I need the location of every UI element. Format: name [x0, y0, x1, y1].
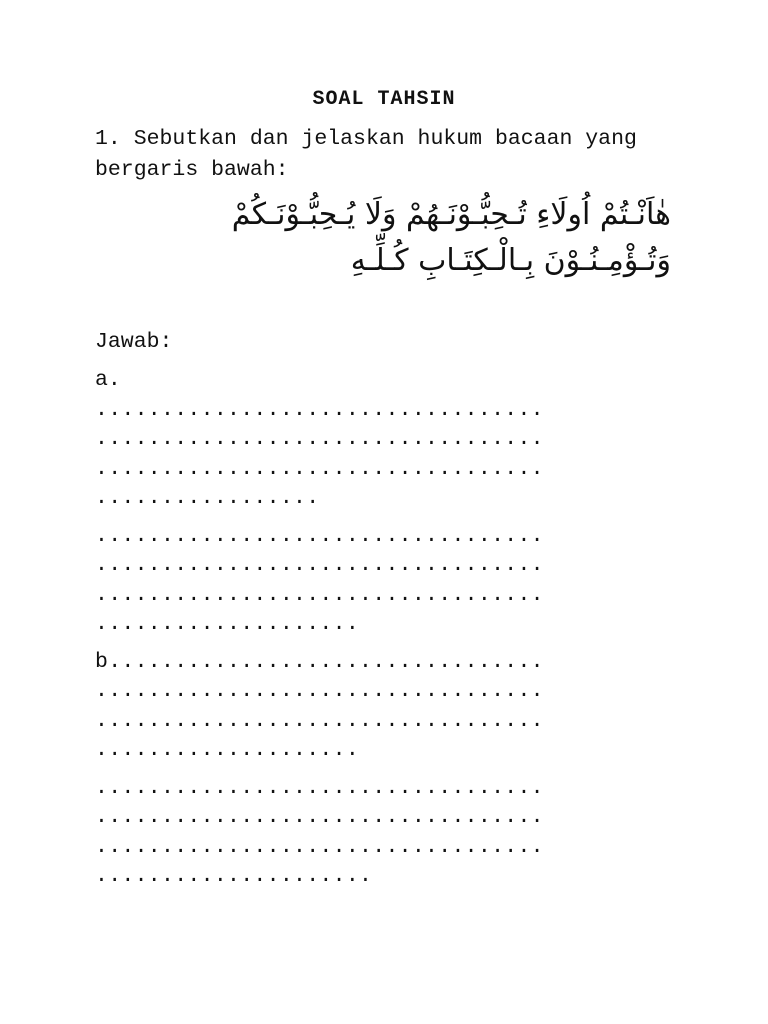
answer-a-line: .................................. [95, 397, 544, 422]
answer-a-label: a. [95, 368, 121, 392]
answer-b-line: .................................. [95, 834, 544, 859]
answer-a-line: .................................. [95, 427, 544, 451]
answer-b-first-line: b................................. [95, 649, 544, 674]
answer-a-line: .................................. [95, 553, 544, 577]
answer-b-line: ..................... [95, 864, 373, 888]
answer-b-line: .................... [95, 738, 360, 762]
answer-a-block-2 [95, 522, 675, 640]
answer-a-line: .................................. [95, 582, 544, 607]
answer-b-line: .................................. [95, 708, 544, 733]
answer-b-block-1 [95, 648, 675, 766]
answer-a-line: .................................. [95, 456, 544, 481]
question-text: 1. Sebutkan dan jelaskan hukum bacaan yang bergaris bawah: [95, 127, 650, 182]
answer-a-line: .................................. [95, 523, 544, 548]
answer-a-line: .................... [95, 612, 360, 636]
answer-section [95, 366, 675, 900]
answer-b-line: .................................. [95, 805, 544, 829]
answer-heading: Jawab: [95, 330, 173, 354]
answer-b-line: .................................. [95, 679, 544, 703]
arabic-verse: هٰاَنْـتُمْ اُولَاءِ تُـحِبُّـوْنَـهُمْ وَلَا يُـحِبُّـوْنَـكُمْ وَتُـؤْمِـنُـوْنَ بِـالْـكِتَـابِ كُـلِّـهِ [231, 197, 671, 278]
answer-b-line: .................................. [95, 775, 544, 800]
answer-a-line: ................. [95, 486, 320, 510]
answer-b-block-2 [95, 774, 675, 892]
page-title: SOAL TAHSIN [312, 88, 456, 111]
answer-a-block-1 [95, 396, 675, 514]
